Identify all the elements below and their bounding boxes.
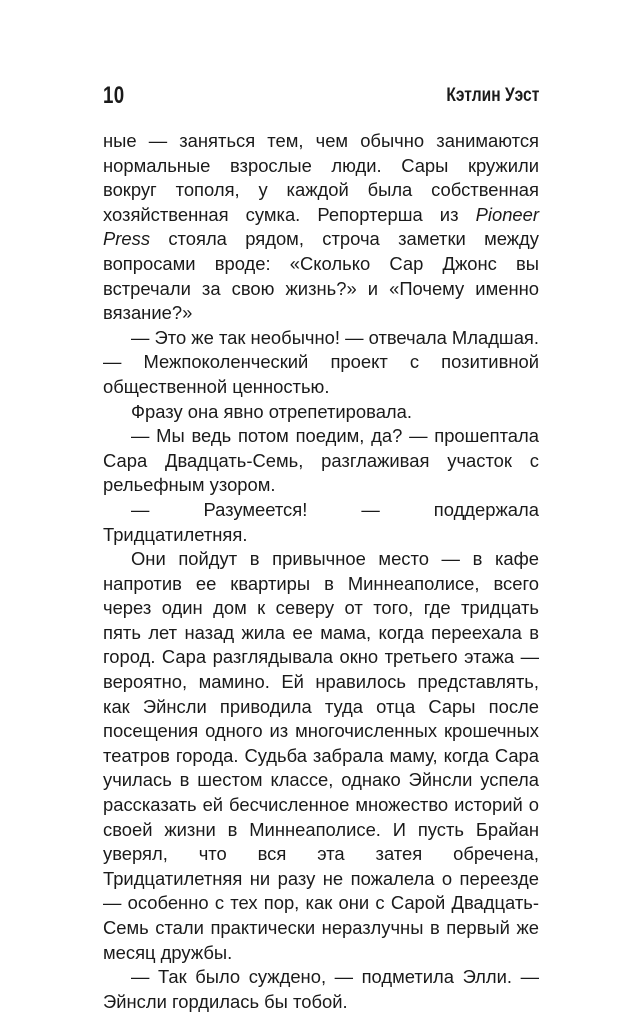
paragraph: — Разумеется! — поддержала Тридцатилетняя. (103, 498, 539, 545)
running-head-author: Кэтлин Уэст (446, 85, 539, 106)
paragraph: — Это же так необычно! — отвечала Младшая. — Межпоколенческий проект с позитивной общественной ценностью. (103, 326, 539, 397)
paragraph: Фразу она явно отрепетировала. (131, 400, 412, 422)
paragraph-text: ные — заняться тем, чем обычно занимаются нормальные взрослые люди. Сары кружили вокруг тополя, у каждой была собственная хозяйственная сумка. Репортерша из (103, 130, 539, 225)
paragraph: — Мы ведь потом поедим, да? — прошептала Сара Двадцать-Семь, разглаживая участок с рельефным узором. (103, 425, 539, 496)
publication-name: Pioneer Press (103, 203, 539, 250)
paragraph: — Так было суждено, — подметила Элли. — Эйнсли гордилась бы тобой. (103, 966, 539, 1012)
body-text (103, 129, 539, 1014)
paragraph: Они пойдут в привычное место — в кафе напротив ее квартиры в Миннеаполисе, всего через один дом к северу от того, где тридцать пять лет назад жила ее мама, когда переехала в город. Сара разглядывала окно третьего этажа — вероятно, мамино. Ей нравилось представлять, как Эйнсли приводила туда отца Сары после посещения одного из многочисленных крошечных театров города. Судьба забрала маму, когда Сара училась в шестом классе, однако Эйнсли успела рассказать ей бесчисленное множество историй о своей жизни в Миннеаполисе. И пусть Брайан уверял, что вся эта затея обречена, Тридцатилетняя ни разу не пожалела о переезде — особенно с тех пор, как они с Сарой Двадцать-Семь стали практически неразлучны в первый же месяц дружбы. (103, 548, 539, 963)
paragraph-text: стояла рядом, строча заметки между вопросами вроде: «Сколько Сар Джонс вы встречали за свою жизнь?» и «Почему именно вязание?» (103, 228, 539, 324)
page-header (103, 82, 539, 118)
paragraph (103, 129, 539, 326)
page-number: 10 (103, 82, 125, 109)
